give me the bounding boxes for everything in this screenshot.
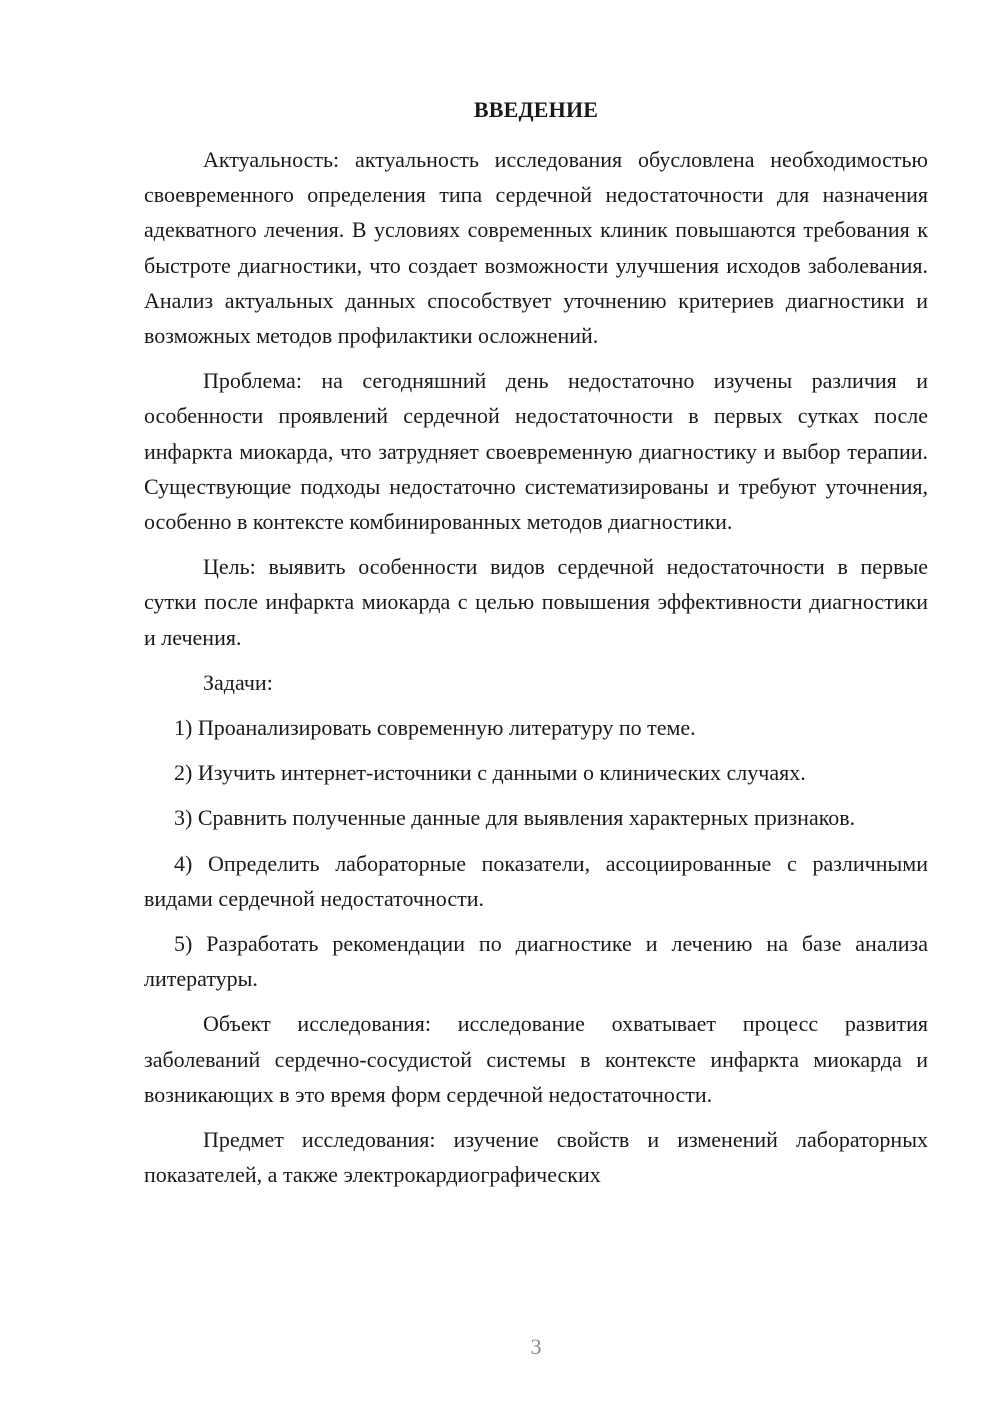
paragraph-object: Объект исследования: исследование охватывает процесс развития заболеваний сердечно-сосудистой системы в контексте инфаркта миокарда и возникающих в это время форм сердечной недостаточности.: [144, 1011, 928, 1107]
paragraph-problem: Проблема: на сегодняшний день недостаточно изучены различия и особенности проявлений сердечной недостаточности в первых сутках после инфаркта миокарда, что затрудняет своевременную диагностику и выбор терапии. Существующие подходы недостаточно систематизированы и требуют уточнения, особенно в контексте комбинированных методов диагностики.: [144, 368, 928, 535]
page-content: [144, 96, 928, 1202]
paragraph-goal: Цель: выявить особенности видов сердечной недостаточности в первые сутки после инфаркта миокарда с целью повышения эффективности диагностики и лечения.: [144, 554, 928, 650]
task-item-1: 1) Проанализировать современную литературу по теме.: [174, 715, 696, 741]
paragraph-tasks-label: Задачи:: [203, 669, 273, 695]
paragraph-subject: Предмет исследования: изучение свойств и изменений лабораторных показателей, а также электрокардиографических: [144, 1127, 928, 1188]
section-heading: ВВЕДЕНИЕ: [473, 97, 599, 122]
task-item-3: 3) Сравнить полученные данные для выявления характерных признаков.: [174, 805, 856, 831]
task-item-4: 4) Определить лабораторные показатели, ассоциированные с различными видами сердечной недостаточности.: [144, 850, 928, 911]
paragraph-relevance: Актуальность: актуальность исследования обусловлена необходимостью своевременного определения типа сердечной недостаточности для назначения адекватного лечения. В условиях современных клиник повышаются требования к быстроте диагностики, что создает возможности улучшения исходов заболевания. Анализ актуальных данных способствует уточнению критериев диагностики и возможных методов профилактики осложнений.: [144, 147, 928, 349]
task-item-5: 5) Разработать рекомендации по диагностике и лечению на базе анализа литературы.: [144, 931, 928, 992]
page-number: 3: [530, 1334, 542, 1359]
task-item-2: 2) Изучить интернет-источники с данными о клинических случаях.: [174, 760, 806, 786]
